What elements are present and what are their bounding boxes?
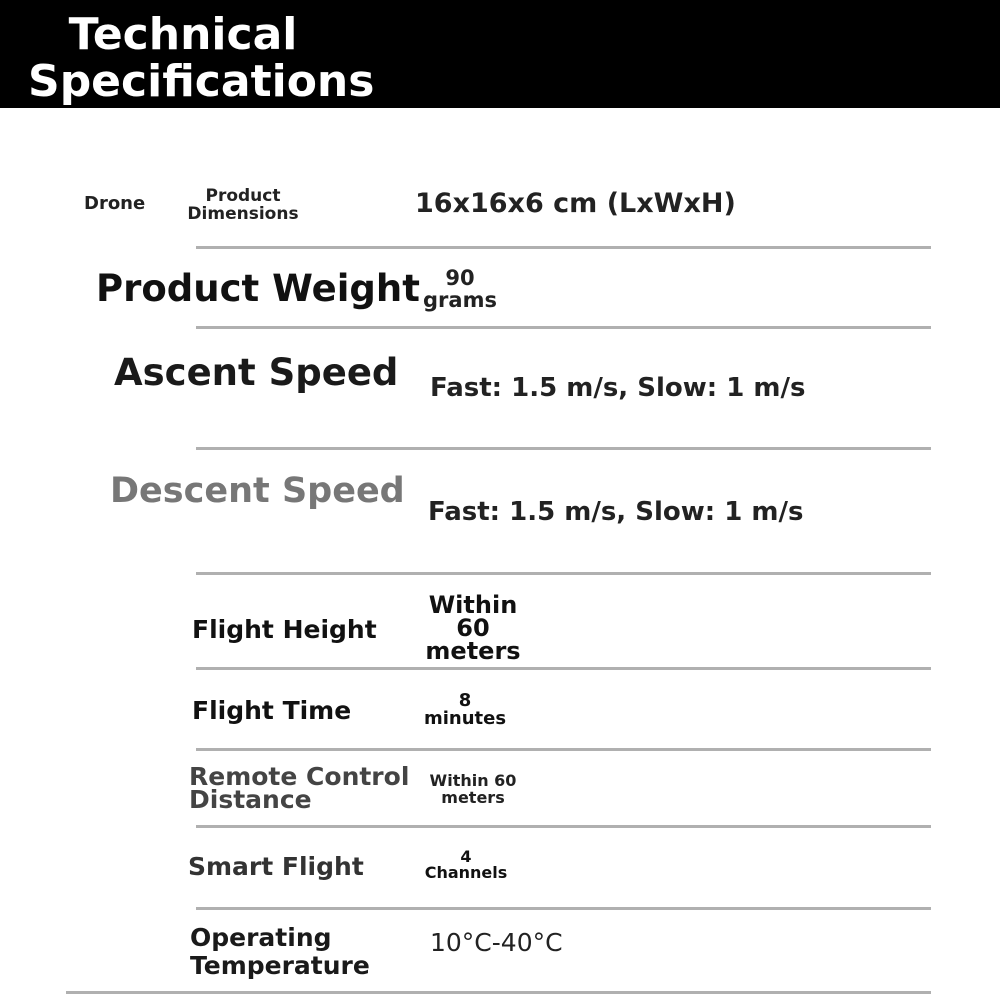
- flight-height-value: Within 60 meters: [425, 591, 521, 665]
- flight-height-label: Flight Height: [192, 615, 377, 644]
- temperature-label: Operating Temperature: [190, 923, 370, 980]
- descent-label: Descent Speed: [110, 471, 405, 511]
- header-banner: [0, 0, 1000, 108]
- descent-value: Fast: 1.5 m/s, Slow: 1 m/s: [428, 497, 804, 527]
- divider: [196, 907, 931, 910]
- divider: [196, 246, 931, 249]
- remote-distance-label: Remote Control Distance: [189, 762, 410, 814]
- title-line-1: Technical: [68, 9, 298, 60]
- divider: [196, 326, 931, 329]
- smart-flight-label: Smart Flight: [188, 852, 364, 881]
- ascent-label: Ascent Speed: [114, 351, 399, 394]
- dimensions-label: Product Dimensions: [187, 186, 299, 224]
- weight-label: Product Weight: [96, 267, 420, 310]
- flight-time-label: Flight Time: [192, 696, 352, 725]
- smart-flight-value: 4 Channels: [424, 847, 508, 882]
- weight-value: 90 grams: [423, 266, 497, 312]
- ascent-value: Fast: 1.5 m/s, Slow: 1 m/s: [430, 373, 806, 403]
- divider: [196, 572, 931, 575]
- flight-time-value: 8 minutes: [423, 690, 507, 729]
- dimensions-value: 16x16x6 cm (LxWxH): [415, 188, 736, 219]
- divider: [196, 667, 931, 670]
- remote-distance-value: Within 60 meters: [429, 771, 517, 807]
- temperature-value: 10°C-40°C: [430, 928, 563, 957]
- divider: [196, 447, 931, 450]
- bottom-divider: [66, 991, 931, 994]
- category-label: Drone: [84, 193, 146, 214]
- divider: [196, 825, 931, 828]
- title-line-2: Specifications: [28, 56, 375, 107]
- divider: [196, 748, 931, 751]
